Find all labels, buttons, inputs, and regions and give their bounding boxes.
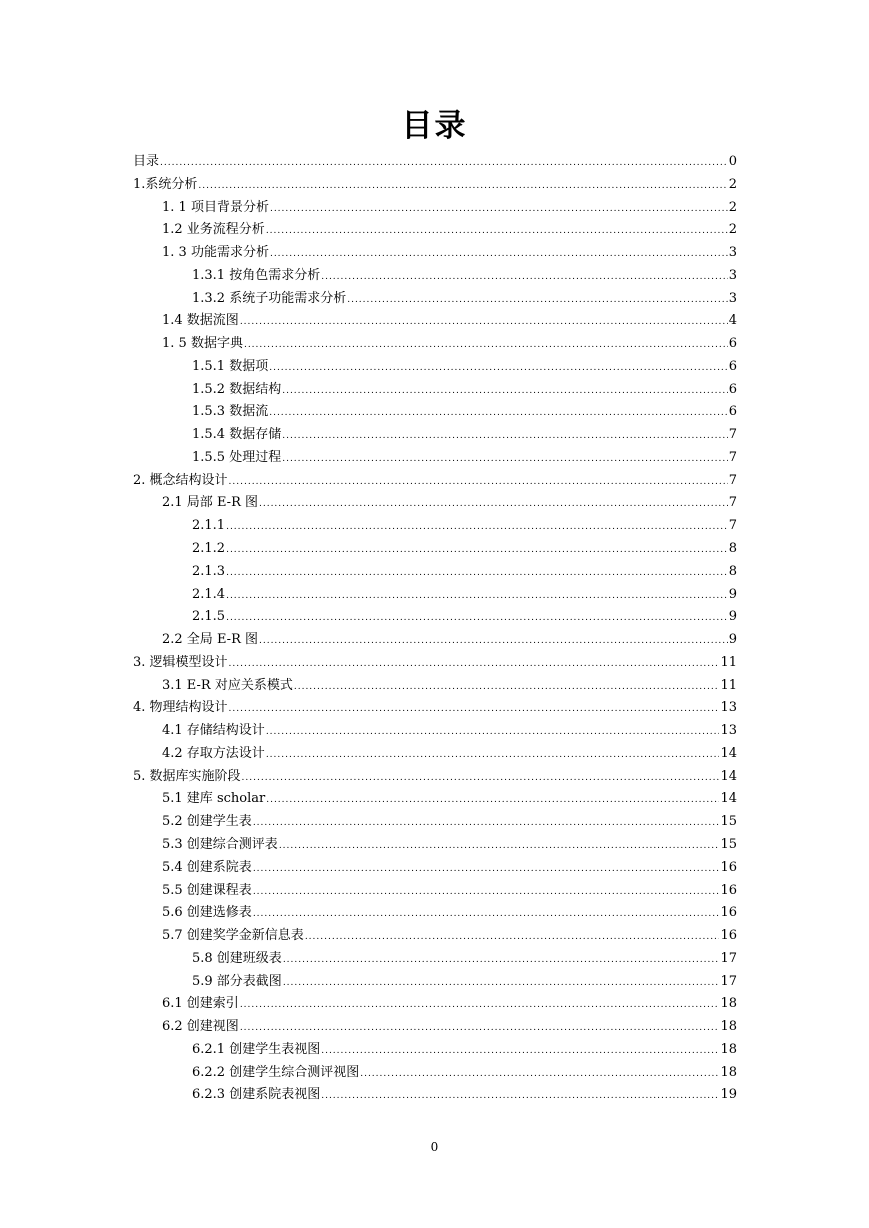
toc-entry[interactable]	[133, 1062, 737, 1085]
toc-entry-label: 5.8 创建班级表	[192, 950, 282, 966]
toc-entry[interactable]	[133, 857, 737, 880]
toc-entry-label: 1. 1 项目背景分析	[162, 199, 269, 215]
toc-dot-leader	[269, 402, 728, 425]
toc-entry-label: 1.5.5 处理过程	[192, 449, 282, 465]
toc-entry-label: 6.2.3 创建系院表视图	[192, 1087, 321, 1103]
toc-entry-label: 5.6 创建选修表	[162, 905, 252, 921]
toc-entry-label: 2.1.1	[192, 518, 226, 534]
toc-entry-label: 1.5.1 数据项	[192, 358, 269, 374]
page-number-footer: 0	[430, 1140, 439, 1154]
toc-dot-leader	[253, 881, 720, 904]
toc-entry[interactable]	[133, 470, 737, 493]
toc-dot-leader	[266, 744, 720, 767]
toc-entry-page-number: 11	[720, 677, 737, 693]
toc-entry-label: 1.5.4 数据存储	[192, 427, 282, 443]
toc-entry-page-number: 13	[720, 700, 737, 716]
toc-entry-page-number: 6	[728, 358, 737, 374]
toc-entry-label: 3. 逻辑模型设计	[133, 654, 228, 670]
toc-dot-leader	[244, 334, 728, 357]
toc-dot-leader	[259, 493, 728, 516]
toc-entry-page-number: 7	[728, 427, 737, 443]
toc-entry-page-number: 7	[728, 495, 737, 511]
toc-entry-label: 目录	[133, 154, 160, 169]
toc-entry[interactable]	[133, 811, 737, 834]
toc-dot-leader	[321, 1085, 719, 1108]
toc-entry-page-number: 2	[728, 199, 737, 215]
toc-entry-page-number: 17	[720, 950, 737, 966]
toc-entry-label: 2.1.4	[192, 586, 226, 602]
toc-entry-page-number: 14	[720, 768, 737, 784]
toc-entry-label: 1.5.2 数据结构	[192, 381, 282, 397]
toc-dot-leader	[283, 972, 720, 995]
toc-entry-page-number: 11	[720, 654, 737, 670]
toc-entry[interactable]	[133, 652, 737, 675]
toc-dot-leader	[282, 448, 728, 471]
toc-entry-label: 1.3.1 按角色需求分析	[192, 267, 321, 283]
toc-entry-label: 6.2.1 创建学生表视图	[192, 1041, 321, 1057]
toc-dot-leader	[360, 1063, 719, 1086]
toc-entry[interactable]	[133, 492, 737, 515]
toc-entry-page-number: 16	[720, 928, 737, 944]
toc-entry-label: 2.1.3	[192, 563, 226, 579]
toc-entry[interactable]	[133, 1084, 737, 1107]
toc-entry-page-number: 9	[728, 609, 737, 625]
toc-dot-leader	[305, 926, 720, 949]
toc-entry-label: 1.系统分析	[133, 176, 198, 192]
table-of-contents	[133, 151, 737, 1107]
toc-dot-leader	[321, 1040, 719, 1063]
toc-dot-leader	[240, 311, 728, 334]
toc-dot-leader	[269, 357, 728, 380]
toc-dot-leader	[266, 220, 728, 243]
toc-dot-leader	[253, 858, 720, 881]
toc-entry[interactable]	[133, 538, 737, 561]
toc-entry-label: 6.2.2 创建学生综合测评视图	[192, 1064, 360, 1080]
toc-entry-label: 2. 概念结构设计	[133, 472, 228, 488]
toc-entry[interactable]	[133, 993, 737, 1016]
toc-entry-label: 4.2 存取方法设计	[162, 745, 265, 761]
toc-entry-page-number: 3	[728, 245, 737, 261]
toc-entry-label: 1. 5 数据字典	[162, 336, 243, 352]
toc-entry-page-number: 3	[728, 290, 737, 306]
toc-entry-page-number: 16	[720, 859, 737, 875]
toc-entry-label: 4.1 存储结构设计	[162, 723, 265, 739]
toc-entry-page-number: 19	[720, 1087, 737, 1103]
toc-entry-label: 2.2 全局 E-R 图	[162, 632, 258, 648]
toc-entry-page-number: 2	[728, 176, 737, 192]
toc-entry[interactable]	[133, 971, 737, 994]
toc-dot-leader	[294, 676, 720, 699]
toc-dot-leader	[282, 425, 728, 448]
toc-entry-page-number: 6	[728, 381, 737, 397]
toc-entry[interactable]	[133, 333, 737, 356]
toc-entry-page-number: 9	[728, 586, 737, 602]
toc-entry-label: 5.2 创建学生表	[162, 814, 252, 830]
toc-dot-leader	[198, 175, 727, 198]
toc-entry-page-number: 6	[728, 336, 737, 352]
toc-entry-label: 5. 数据库实施阶段	[133, 768, 241, 784]
toc-entry[interactable]	[133, 606, 737, 629]
toc-dot-leader	[253, 903, 720, 926]
toc-dot-leader	[229, 471, 728, 494]
toc-entry[interactable]	[133, 561, 737, 584]
toc-entry-label: 6.2 创建视图	[162, 1019, 239, 1035]
toc-entry-label: 5.4 创建系院表	[162, 859, 252, 875]
toc-entry-page-number: 15	[720, 814, 737, 830]
toc-dot-leader	[347, 289, 728, 312]
toc-entry[interactable]	[133, 310, 737, 333]
toc-dot-leader	[321, 266, 728, 289]
toc-entry[interactable]	[133, 766, 737, 789]
toc-entry[interactable]	[133, 902, 737, 925]
toc-entry-page-number: 13	[720, 723, 737, 739]
toc-entry-page-number: 16	[720, 882, 737, 898]
toc-entry-page-number: 14	[720, 791, 737, 807]
toc-dot-leader	[270, 198, 728, 221]
toc-dot-leader	[226, 539, 728, 562]
toc-entry[interactable]	[133, 948, 737, 971]
toc-entry[interactable]	[133, 174, 737, 197]
toc-entry[interactable]	[133, 697, 737, 720]
toc-entry[interactable]	[133, 1016, 737, 1039]
toc-dot-leader	[266, 789, 719, 812]
toc-entry-label: 1.4 数据流图	[162, 313, 239, 329]
toc-entry-label: 5.5 创建课程表	[162, 882, 252, 898]
toc-entry-page-number: 9	[728, 632, 737, 648]
toc-entry-page-number: 8	[728, 541, 737, 557]
toc-entry[interactable]	[133, 743, 737, 766]
toc-entry-page-number: 18	[720, 1064, 737, 1080]
toc-dot-leader	[259, 630, 728, 653]
toc-entry[interactable]	[133, 1039, 737, 1062]
toc-dot-leader	[229, 698, 720, 721]
toc-entry-page-number: 6	[728, 404, 737, 420]
toc-entry[interactable]	[133, 424, 737, 447]
toc-dot-leader	[226, 585, 728, 608]
toc-dot-leader	[253, 812, 720, 835]
toc-entry[interactable]	[133, 219, 737, 242]
toc-entry[interactable]	[133, 151, 737, 174]
toc-entry-page-number: 8	[728, 563, 737, 579]
toc-entry[interactable]	[133, 880, 737, 903]
toc-entry-label: 5.1 建库 scholar	[162, 791, 266, 807]
toc-entry[interactable]	[133, 720, 737, 743]
toc-dot-leader	[226, 516, 728, 539]
toc-entry-page-number: 3	[728, 267, 737, 283]
toc-entry-label: 5.7 创建奖学金新信息表	[162, 928, 304, 944]
toc-entry-page-number: 7	[728, 472, 737, 488]
toc-entry[interactable]	[133, 197, 737, 220]
toc-entry-label: 5.3 创建综合测评表	[162, 836, 278, 852]
toc-entry[interactable]	[133, 675, 737, 698]
toc-dot-leader	[226, 562, 728, 585]
toc-entry[interactable]	[133, 379, 737, 402]
toc-entry-page-number: 7	[728, 449, 737, 465]
toc-entry-page-number: 14	[720, 745, 737, 761]
toc-entry-label: 1.3.2 系统子功能需求分析	[192, 290, 347, 306]
toc-dot-leader	[266, 721, 720, 744]
toc-entry[interactable]	[133, 288, 737, 311]
toc-dot-leader	[242, 767, 720, 790]
toc-entry-label: 3.1 E-R 对应关系模式	[162, 677, 293, 693]
toc-entry-page-number: 2	[728, 222, 737, 238]
toc-entry[interactable]	[133, 629, 737, 652]
toc-dot-leader	[226, 607, 728, 630]
toc-entry[interactable]	[133, 356, 737, 379]
toc-entry[interactable]	[133, 788, 737, 811]
toc-dot-leader	[160, 152, 728, 175]
toc-entry-page-number: 17	[720, 973, 737, 989]
toc-dot-leader	[282, 380, 728, 403]
toc-dot-leader	[229, 653, 720, 676]
toc-entry[interactable]	[133, 834, 737, 857]
toc-entry-page-number: 18	[720, 1041, 737, 1057]
toc-entry-page-number: 15	[720, 836, 737, 852]
toc-entry-label: 5.9 部分表截图	[192, 973, 282, 989]
toc-entry-page-number: 16	[720, 905, 737, 921]
toc-entry-label: 2.1.2	[192, 541, 226, 557]
toc-entry-label: 6.1 创建索引	[162, 996, 239, 1012]
toc-entry-label: 1.5.3 数据流	[192, 404, 269, 420]
toc-entry-label: 4. 物理结构设计	[133, 700, 228, 716]
toc-dot-leader	[279, 835, 720, 858]
toc-entry[interactable]	[133, 401, 737, 424]
toc-entry[interactable]	[133, 447, 737, 470]
page-title: 目录	[401, 108, 468, 144]
toc-entry[interactable]	[133, 925, 737, 948]
toc-entry-label: 1.2 业务流程分析	[162, 222, 265, 238]
toc-entry-label: 2.1.5	[192, 609, 226, 625]
toc-entry[interactable]	[133, 242, 737, 265]
toc-entry[interactable]	[133, 265, 737, 288]
toc-entry[interactable]	[133, 584, 737, 607]
toc-dot-leader	[283, 949, 720, 972]
toc-entry-page-number: 7	[728, 518, 737, 534]
toc-entry-page-number: 18	[720, 1019, 737, 1035]
toc-entry-label: 1. 3 功能需求分析	[162, 245, 269, 261]
toc-dot-leader	[240, 1017, 720, 1040]
toc-entry-label: 2.1 局部 E-R 图	[162, 495, 258, 511]
toc-entry[interactable]	[133, 515, 737, 538]
toc-entry-page-number: 0	[728, 154, 737, 169]
toc-dot-leader	[270, 243, 728, 266]
toc-entry-page-number: 4	[728, 313, 737, 329]
toc-entry-page-number: 18	[720, 996, 737, 1012]
toc-dot-leader	[240, 994, 720, 1017]
